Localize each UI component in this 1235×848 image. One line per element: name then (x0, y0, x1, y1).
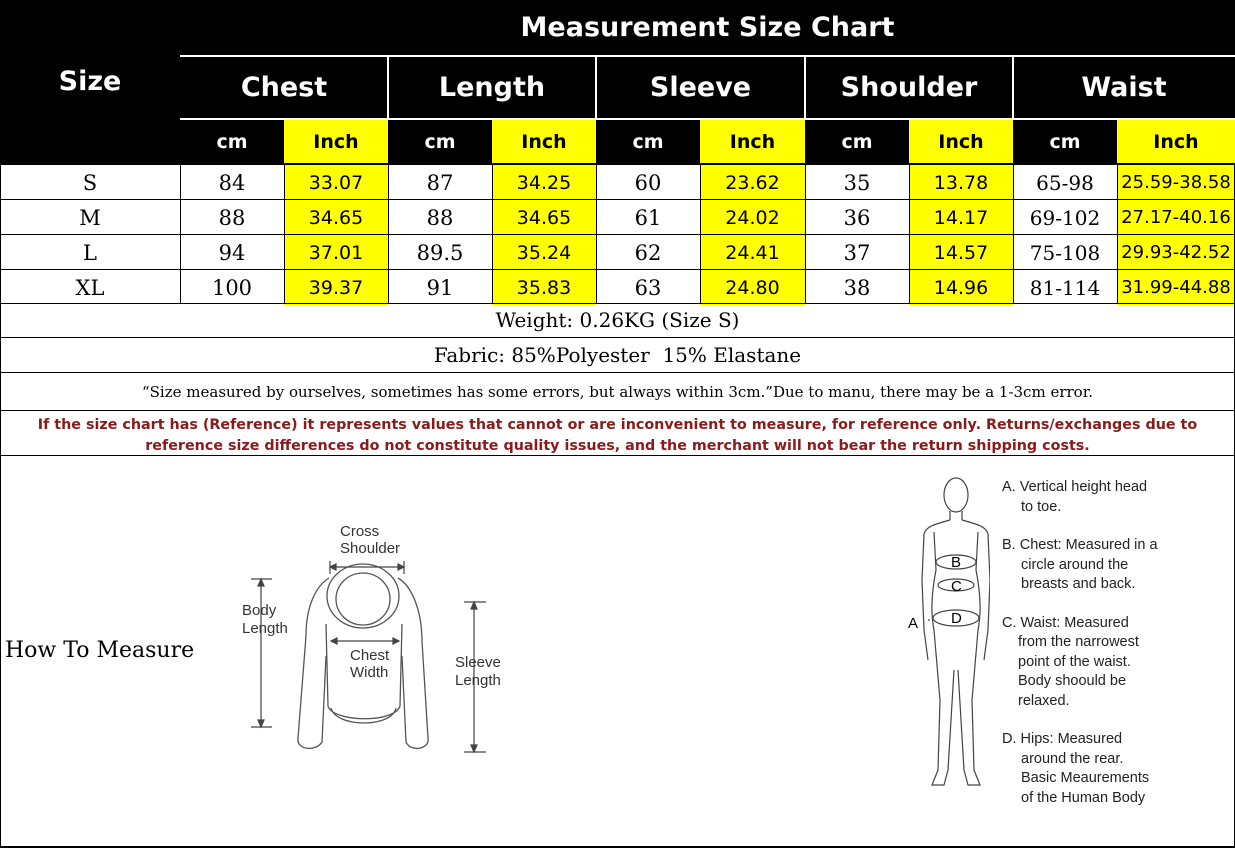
disclaimer-text: “Size measured by ourselves, sometimes has some errors, but always within 3cm.”Due to manu, there may be a 1-3cm error. (141, 382, 1093, 401)
size-cell: S (82, 170, 98, 195)
table-cell: 94 (218, 240, 246, 265)
unit-inch-shoulder (909, 120, 1013, 163)
unit-cm-shoulder (805, 120, 909, 163)
table-cell: 84 (218, 170, 246, 195)
legend-a-1: A. Vertical height head (1002, 479, 1148, 495)
table-cell: 14.57 (909, 235, 1013, 270)
reference-line-1: If the size chart has (Reference) it represents values that cannot or are inconvenient to measure, for reference only. Returns/exchanges due to (37, 417, 1198, 433)
column-divider (1117, 163, 1118, 303)
legend-b-2: circle around the (1021, 556, 1129, 573)
figure-label-a: A (908, 615, 919, 632)
table-cell: 100 (211, 275, 253, 300)
unit-label: Inch (938, 130, 984, 153)
chest-width-label-2: Width (350, 664, 389, 681)
legend-b-1: B. Chest: Measured in a (1002, 537, 1158, 553)
sleeve-length-label-1: Sleeve (455, 654, 501, 671)
cross-shoulder-label-1: Cross (340, 523, 380, 540)
unit-label: Inch (729, 130, 776, 153)
how-to-measure-label (5, 638, 194, 663)
unit-label: cm (216, 130, 248, 153)
table-cell: 38 (843, 275, 871, 300)
legend-c-5: relaxed. (1018, 692, 1070, 709)
unit-label: Inch (313, 130, 359, 153)
unit-label: cm (841, 130, 873, 153)
table-cell: 88 (426, 205, 454, 230)
column-divider (388, 163, 389, 303)
table-cell: 60 (634, 170, 662, 195)
outer-border (0, 303, 1, 848)
left-sleeve (298, 578, 329, 748)
unit-inch-waist (1117, 120, 1235, 163)
unit-label: cm (1049, 130, 1081, 153)
chart-title (180, 0, 1235, 55)
table-cell: 36 (843, 205, 871, 230)
unit-inch-sleeve (700, 120, 805, 163)
body-length-label-2: Length (242, 620, 288, 637)
legend-d-3: Basic Meaurements (1021, 770, 1150, 786)
unit-label: cm (424, 130, 456, 153)
collar-shape (336, 573, 390, 625)
fabric-note (0, 338, 1235, 373)
table-cell: 31.99-44.88 (1117, 270, 1235, 305)
unit-cm-length (388, 120, 492, 163)
table-cell: 81-114 (1029, 275, 1101, 300)
figure-label-d: D (951, 610, 962, 627)
unit-cm-sleeve (596, 120, 700, 163)
table-cell: 88 (218, 205, 246, 230)
head-shape (944, 478, 968, 512)
legend-c-3: point of the waist. (1018, 653, 1131, 670)
size-cell: L (83, 240, 97, 265)
table-cell: 24.41 (700, 235, 805, 270)
row-divider (0, 199, 1235, 200)
table-cell: 23.62 (700, 165, 805, 200)
size-header-label: Size (58, 66, 122, 97)
group-label: Sleeve (649, 72, 752, 103)
table-cell: 65-98 (1036, 170, 1094, 195)
column-divider (700, 163, 701, 303)
group-header-waist (1013, 57, 1235, 118)
table-cell: 89.5 (416, 240, 464, 265)
row-divider (0, 163, 1235, 165)
weight-note (0, 303, 1235, 338)
group-header-chest (180, 57, 388, 118)
column-divider (0, 163, 1, 303)
group-header-shoulder (805, 57, 1013, 118)
body-outline (922, 478, 990, 785)
header-divider (595, 57, 597, 118)
table-cell: 39.37 (284, 270, 388, 305)
cross-shoulder-label-2: Shoulder (340, 540, 401, 557)
chart-title-text: Measurement Size Chart (520, 12, 895, 43)
table-cell: 34.25 (492, 165, 596, 200)
table-cell: 13.78 (909, 165, 1013, 200)
group-label: Waist (1081, 72, 1167, 103)
table-cell: 63 (634, 275, 662, 300)
size-chart (0, 0, 1235, 303)
table-cell: 24.02 (700, 200, 805, 235)
column-divider (284, 163, 285, 303)
legend-d-2: around the rear. (1021, 750, 1124, 767)
table-cell: 69-102 (1029, 205, 1101, 230)
how-to-measure-text: How To Measure (5, 638, 195, 663)
figure-label-b: B (951, 554, 962, 571)
chest-width-label-1: Chest (350, 647, 390, 664)
table-cell: 27.17-40.16 (1117, 200, 1235, 235)
table-cell: 35.24 (492, 235, 596, 270)
reference-line-2: reference size differences do not constitute quality issues, and the merchant will not bear the return shipping costs. (145, 438, 1090, 454)
unit-inch-chest (284, 120, 388, 163)
legend-c-2: from the narrowest (1018, 634, 1139, 650)
disclaimer-note (0, 373, 1235, 411)
group-label: Chest (240, 72, 328, 103)
table-cell: 37 (843, 240, 871, 265)
size-cell: XL (75, 275, 105, 300)
weight-text: Weight: 0.26KG (Size S) (495, 308, 740, 332)
unit-label: Inch (1153, 130, 1199, 153)
table-cell: 35 (843, 170, 871, 195)
group-label: Length (438, 72, 546, 103)
unit-label: Inch (521, 130, 567, 153)
body-length-label-1: Body (242, 602, 277, 619)
header-divider (804, 57, 806, 118)
unit-inch-length (492, 120, 596, 163)
table-cell: 75-108 (1029, 240, 1101, 265)
table-cell: 25.59-38.58 (1117, 165, 1235, 200)
table-cell: 61 (634, 205, 662, 230)
legend-c-1: C. Waist: Measured (1002, 614, 1129, 631)
column-divider (180, 163, 181, 303)
table-cell: 62 (634, 240, 662, 265)
garment-diagram (236, 516, 516, 764)
fabric-text: Fabric: 85%Polyester 15% Elastane (433, 343, 802, 367)
legend-d-4: of the Human Body (1021, 789, 1146, 806)
table-cell: 33.07 (284, 165, 388, 200)
body-figure (900, 470, 990, 795)
unit-cm-chest (180, 120, 284, 163)
column-divider (805, 163, 806, 303)
sleeve-length-label-2: Length (455, 672, 501, 689)
table-cell: 24.80 (700, 270, 805, 305)
legend-d-1: D. Hips: Measured (1002, 731, 1123, 747)
legend-c-4: Body shoould be (1018, 673, 1127, 689)
table-cell: 87 (426, 170, 454, 195)
size-cell: M (79, 205, 101, 230)
reference-note (0, 411, 1235, 456)
column-divider (596, 163, 597, 303)
legend-b-3: breasts and back. (1021, 576, 1136, 592)
measure-legend (1002, 478, 1232, 808)
right-sleeve (398, 578, 428, 748)
table-cell: 14.17 (909, 200, 1013, 235)
column-divider (1013, 163, 1014, 303)
figure-label-c: C (951, 578, 962, 595)
table-cell: 34.65 (284, 200, 388, 235)
table-cell: 29.93-42.52 (1117, 235, 1235, 270)
group-header-sleeve (596, 57, 805, 118)
legend-a-2: to toe. (1021, 498, 1062, 515)
column-divider (492, 163, 493, 303)
group-label: Shoulder (840, 72, 978, 103)
header-divider (1012, 57, 1014, 118)
table-cell: 91 (426, 275, 454, 300)
unit-cm-waist (1013, 120, 1117, 163)
table-cell: 14.96 (909, 270, 1013, 305)
group-header-length (388, 57, 596, 118)
column-divider (909, 163, 910, 303)
table-cell: 35.83 (492, 270, 596, 305)
header-divider (387, 57, 389, 118)
unit-label: cm (632, 130, 664, 153)
size-header (0, 0, 180, 163)
table-cell: 34.65 (492, 200, 596, 235)
row-divider (0, 269, 1235, 270)
row-divider (0, 234, 1235, 235)
table-cell: 37.01 (284, 235, 388, 270)
